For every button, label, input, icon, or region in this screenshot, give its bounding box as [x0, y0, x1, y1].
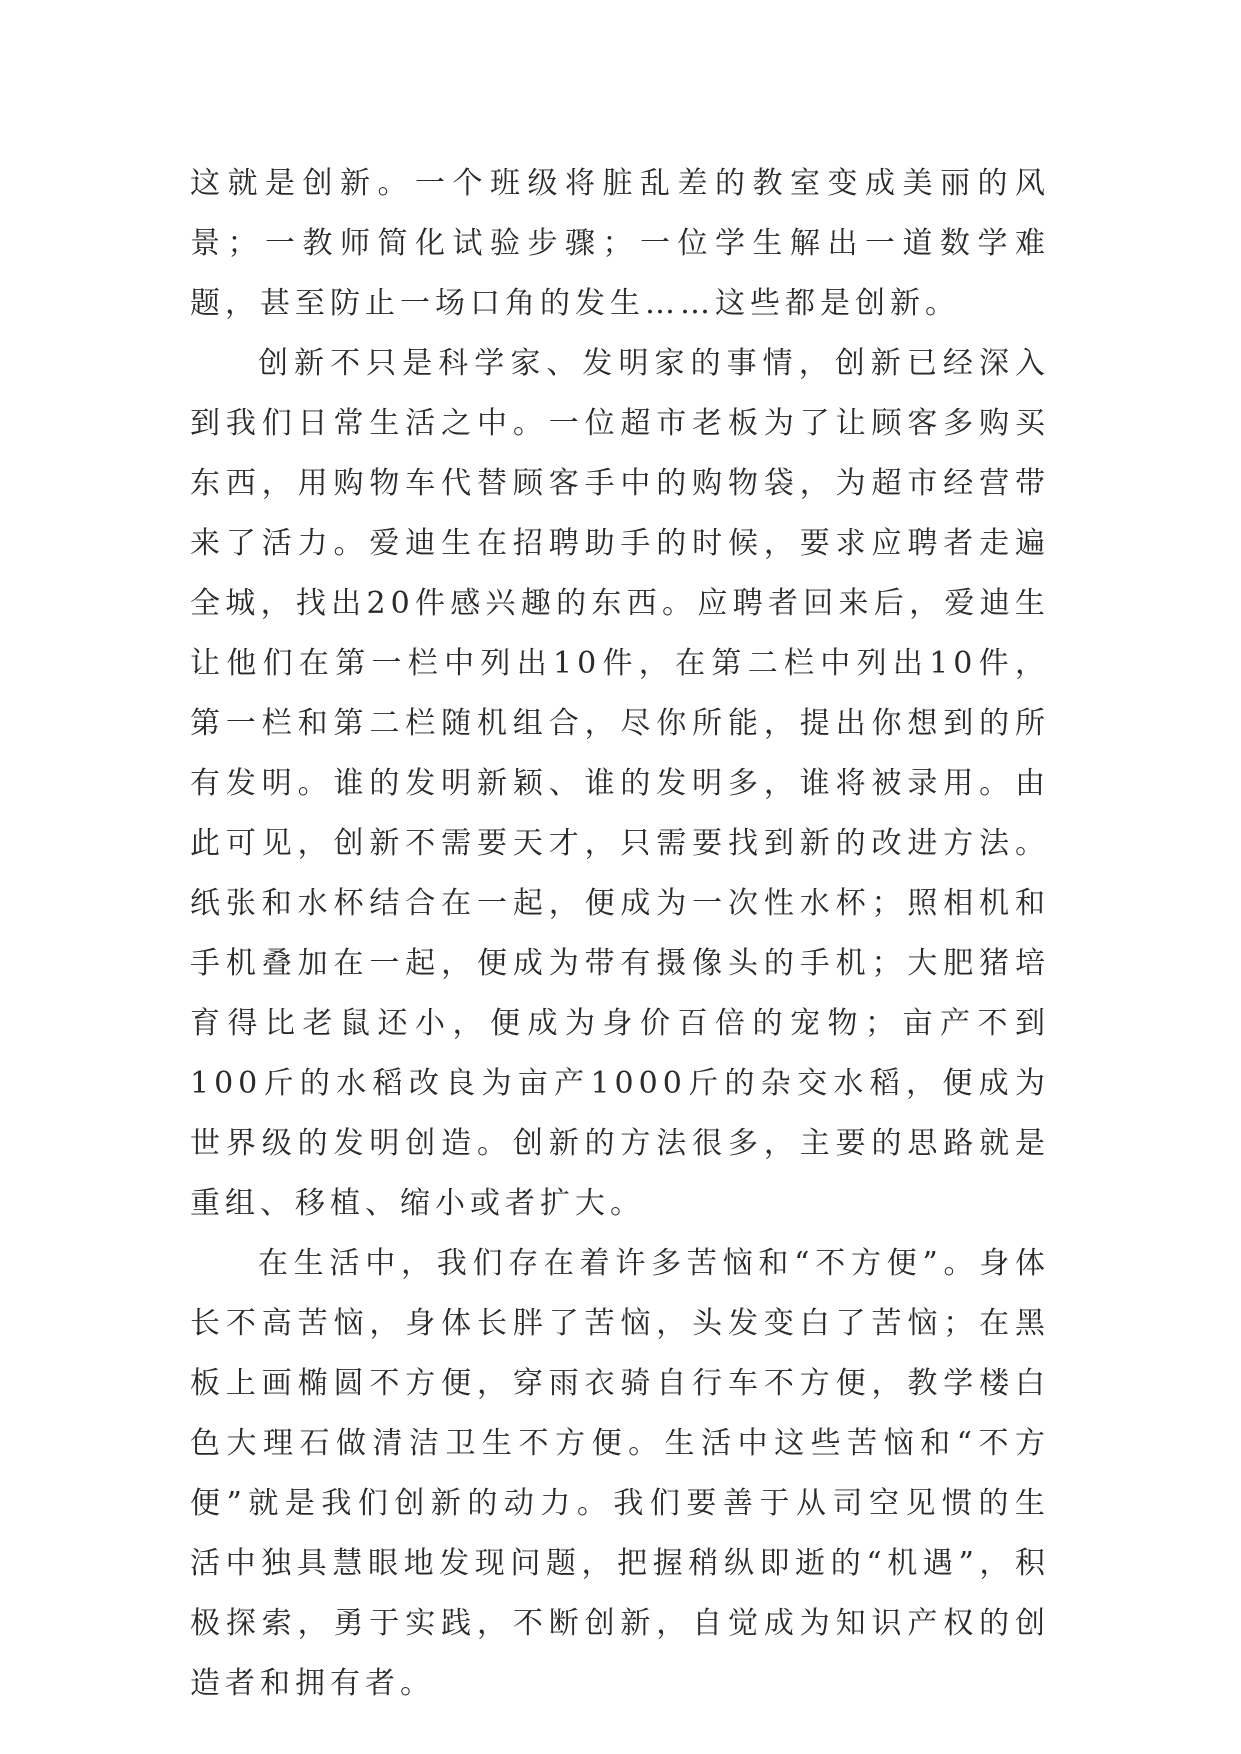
- paragraph-1: 这就是创新。一个班级将脏乱差的教室变成美丽的风景；一教师简化试验步骤；一位学生解出一道数学难题，甚至防止一场口角的发生……这些都是创新。: [190, 166, 1050, 321]
- paragraph-2: 创新不只是科学家、发明家的事情，创新已经深入到我们日常生活之中。一位超市老板为了让顾客多购买东西，用购物车代替顾客手中的购物袋，为超市经营带来了活力。爱迪生在招聘助手的时候，要求应聘者走遍全城，找出20件感兴趣的东西。应聘者回来后，爱迪生让他们在第一栏中列出10件，在第二栏中列出10件，第一栏和第二栏随机组合，尽你所能，提出你想到的所有发明。谁的发明新颖、谁的发明多，谁将被录用。由此可见，创新不需要天才，只需要找到新的改进方法。纸张和水杯结合在一起，便成为一次性水杯；照相机和手机叠加在一起，便成为带有摄像头的手机；大肥猪培育得比老鼠还小，便成为身价百倍的宠物；亩产不到100斤的水稻改良为亩产1000斤的杂交水稻，便成为世界级的发明创造。创新的方法很多，主要的思路就是重组、移植、缩小或者扩大。: [190, 346, 1050, 1221]
- body-text: [190, 154, 1050, 1714]
- paragraph-3: 在生活中，我们存在着许多苦恼和“不方便”。身体长不高苦恼，身体长胖了苦恼，头发变白了苦恼；在黑板上画椭圆不方便，穿雨衣骑自行车不方便，教学楼白色大理石做清洁卫生不方便。生活中这些苦恼和“不方便”就是我们创新的动力。我们要善于从司空见惯的生活中独具慧眼地发现问题，把握稍纵即逝的“机遇”，积极探索，勇于实践，不断创新，自觉成为知识产权的创造者和拥有者。: [190, 1246, 1050, 1701]
